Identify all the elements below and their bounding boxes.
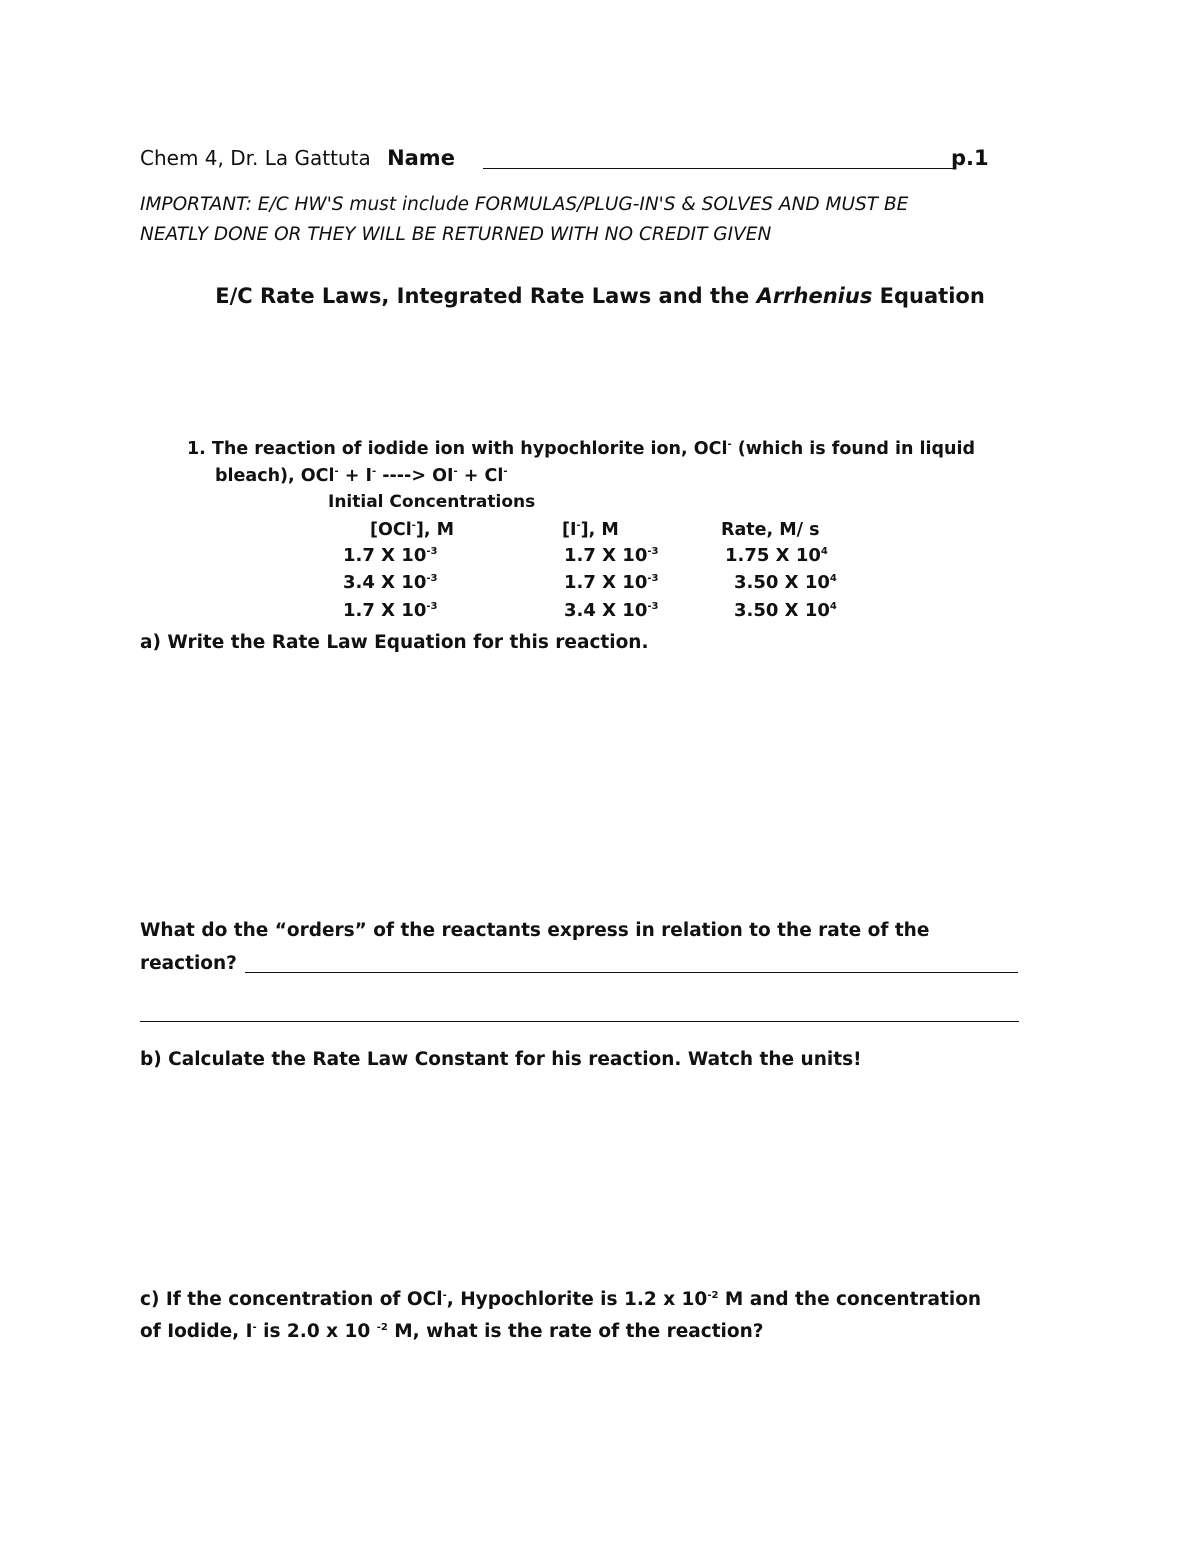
name-label: Name: [387, 146, 455, 170]
orders-answer-line1[interactable]: [245, 972, 1018, 973]
important-notice-line1: IMPORTANT: E/C HW'S must include FORMULAS/PLUG-IN'S & SOLVES AND MUST BE: [140, 194, 909, 215]
row2-rate: 3.50 X $10^4$: [734, 572, 837, 593]
question-1-line1: 1. The reaction of iodide ion with hypochlorite ion, OCl- (which is found in liquid: [187, 439, 976, 459]
part-c-line2: of Iodide, I- is 2.0 x 10 $^{-2}$ M, what is the rate of the reaction?: [140, 1321, 764, 1342]
page-title: E/C Rate Laws, Integrated Rate Laws and the Arrhenius Equation: [215, 284, 985, 308]
orders-question-line2: reaction?: [140, 953, 237, 974]
row2-iodide: 1.7 X $10^{-3}$: [564, 572, 659, 593]
course-header: [140, 146, 455, 170]
row1-iodide: 1.7 X $10^{-3}$: [564, 545, 659, 566]
row3-iodide: 3.4 X $10^{-3}$: [564, 600, 659, 621]
part-a-prompt: a) Write the Rate Law Equation for this reaction.: [140, 632, 649, 653]
table-caption: Initial Concentrations: [328, 492, 536, 512]
header-rate: Rate, M/ s: [721, 520, 820, 540]
header-iodide: [I-], M: [562, 520, 619, 540]
course-label: Chem 4, Dr. La Gattuta: [140, 146, 371, 170]
row3-ocl: 1.7 X $10^{-3}$: [343, 600, 438, 621]
part-c-line1: c) If the concentration of OCl-, Hypochlorite is 1.2 x $10^{-2}$ M and the concentration: [140, 1289, 982, 1310]
row1-rate: 1.75 X $10^4$: [725, 545, 828, 566]
important-notice-line2: NEATLY DONE OR THEY WILL BE RETURNED WITH NO CREDIT GIVEN: [140, 224, 772, 245]
row3-rate: 3.50 X $10^4$: [734, 600, 837, 621]
page-number: p.1: [951, 146, 989, 170]
part-b-prompt: b) Calculate the Rate Law Constant for his reaction. Watch the units!: [140, 1049, 862, 1070]
header-ocl: [OCl-], M: [370, 520, 455, 540]
name-blank-line: [483, 168, 953, 169]
orders-answer-line2[interactable]: [140, 1021, 1019, 1022]
orders-question-line1: What do the “orders” of the reactants express in relation to the rate of the: [140, 920, 930, 941]
row1-ocl: 1.7 X $10^{-3}$: [343, 545, 438, 566]
row2-ocl: 3.4 X $10^{-3}$: [343, 572, 438, 593]
question-1-line2: bleach), OCl- + I- ----> OI- + Cl-: [215, 466, 508, 486]
